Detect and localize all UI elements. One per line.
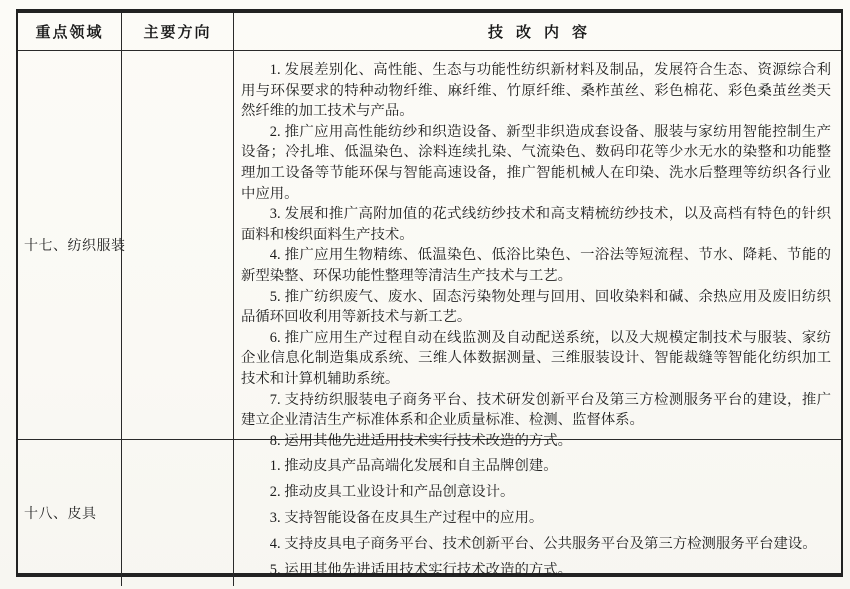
content-item: 2. 推动皮具工业设计和产品创意设计。 [269,484,515,500]
content-item: 5. 推广纺织废气、废水、固态污染物处理与回用、回收染料和碱、余热应用及废旧纺织品循环回收利用等新技术与新工艺。 [241,288,831,326]
content-item: 7. 支持纺织服装电子商务平台、技术研发创新平台及第三方检测服务平台的建设，推广建立企业清洁生产标准体系和企业质量标准、检测、监督体系。 [241,391,831,429]
row-direction-cell [122,51,234,440]
row-content-cell [234,440,841,586]
content-item: 1. 发展差别化、高性能、生态与功能性纺织新材料及制品，发展符合生态、资源综合利用与环保要求的特种动物纤维、麻纤维、竹原纤维、桑柞茧丝、彩色棉花、彩色桑茧丝类天然纤维的加工技术与产品。 [241,62,831,120]
tech-upgrade-table [16,9,843,577]
column-header-key-area: 重点领域 [18,13,122,51]
column-header-main-direction: 主要方向 [122,13,234,51]
content-item: 3. 发展和推广高附加值的花式线纺纱技术和高支精梳纺纱技术，以及高档有特色的针织面料和梭织面料生产技术。 [241,206,831,243]
row-area-label: 十八、皮具 [18,440,122,586]
content-item: 2. 推广应用高性能纺纱和织造设备、新型非织造成套设备、服装与家纺用智能控制生产设备；冷扎堆、低温染色、涂料连续扎染、气流染色、数码印花等少水无水的染整和功能整理加工设备等节能环保与智能高速设备，推广智能机械人在印染、洗水后整理等纺织各行业中应用。 [241,123,831,202]
content-item: 4. 支持皮具电子商务平台、技术创新平台、公共服务平台及第三方检测服务平台建设。 [269,536,817,552]
row-content-cell [234,51,841,449]
column-header-tech-upgrade-content: 技改内容 [234,13,841,51]
row-direction-cell [122,440,234,586]
content-item: 8. 运用其他先进适用技术实行技术改造的方式。 [269,432,573,449]
content-item: 1. 推动皮具产品高端化发展和自主品牌创建。 [269,458,558,474]
content-item: 5. 运用其他先进适用技术实行技术改造的方式。 [269,562,573,578]
row-area-label: 十七、纺织服装 [18,51,122,440]
content-item: 3. 支持智能设备在皮具生产过程中的应用。 [269,510,544,526]
content-item: 4. 推广应用生物精练、低温染色、低浴比染色、一浴法等短流程、节水、降耗、节能的新型染整、环保功能性整理等清洁生产技术与工艺。 [241,247,831,284]
content-item: 6. 推广应用生产过程自动在线监测及自动配送系统，以及大规模定制技术与服装、家纺企业信息化制造集成系统、三维人体数据测量、三维服装设计、智能裁缝等智能化纺织加工技术和计算机辅助系统。 [241,329,831,387]
